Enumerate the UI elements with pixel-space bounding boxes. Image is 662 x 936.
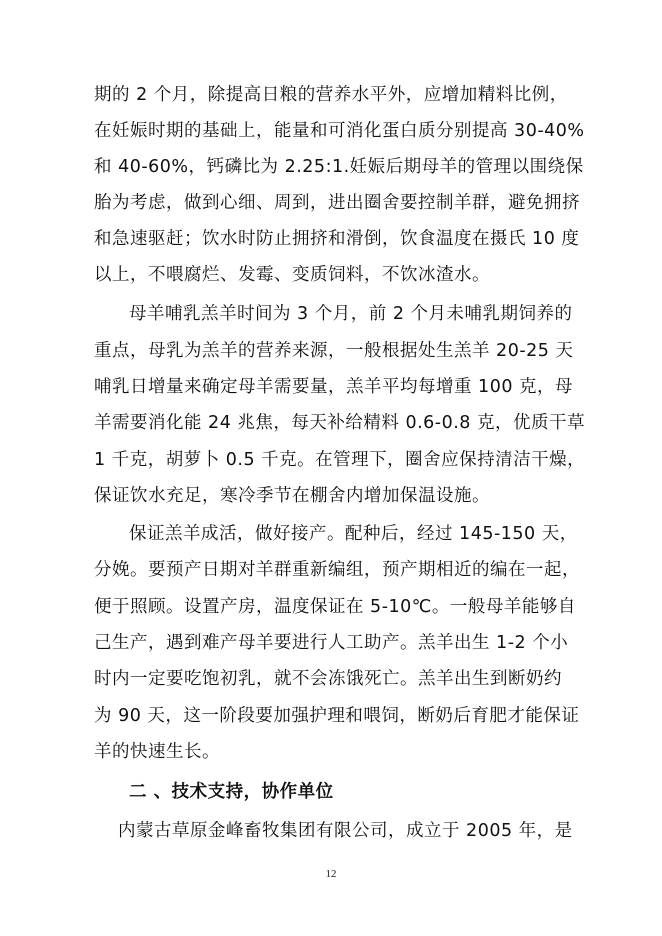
text-line: 在妊娠时期的基础上，能量和可消化蛋白质分别提高 30-40% <box>94 121 585 141</box>
text-line: 便于照顾。设置产房，温度保证在 5-10℃。一般母羊能够自 <box>94 597 576 617</box>
section-heading: 二 、技术支持，协作单位 <box>129 782 334 802</box>
text-line: 期的 2 个月，除提高日粮的营养水平外，应增加精料比例， <box>94 85 568 105</box>
text-line: 胎为考虑，做到心细、周到，进出圈舍要控制羊群，避免拥挤 <box>94 193 580 213</box>
text-line: 时内一定要吃饱初乳，就不会冻饿死亡。羔羊出生到断奶约 <box>94 669 562 689</box>
paragraph-first-line: 内蒙古草原金峰畜牧集团有限公司，成立于 2005 年，是 <box>118 821 573 841</box>
paragraph-first-line: 保证羔羊成活，做好接产。配种后，经过 145-150 天， <box>129 524 578 544</box>
text-line: 哺乳日增量来确定母羊需要量，羔羊平均每增重 100 克，母 <box>94 377 574 397</box>
text-line: 羊的快速生长。 <box>94 742 220 762</box>
text-line: 1 千克，胡萝卜 0.5 千克。在管理下，圈舍应保持清洁干燥， <box>94 450 586 470</box>
text-line: 分娩。要预产日期对羊群重新编组，预产期相近的编在一起， <box>94 560 580 580</box>
text-line: 保证饮水充足，寒冷季节在棚舍内增加保温设施。 <box>94 486 490 506</box>
text-line: 羊需要消化能 24 兆焦，每天补给精料 0.6-0.8 克，优质干草 <box>94 413 585 433</box>
text-line: 为 90 天，这一阶段要加强护理和喂饲，断奶后育肥才能保证 <box>94 706 580 726</box>
text-line: 和 40-60%，钙磷比为 2.25:1.妊娠后期母羊的管理以围绕保 <box>94 157 584 177</box>
paragraph-first-line: 母羊哺乳羔羊时间为 3 个月，前 2 个月未哺乳期饲养的 <box>129 304 573 324</box>
page-number: 12 <box>325 868 337 880</box>
text-line: 以上，不喂腐烂、发霉、变质饲料，不饮冰渣水。 <box>94 265 490 285</box>
text-line: 重点，母乳为羔羊的营养来源，一般根据处生羔羊 20-25 天 <box>94 341 574 361</box>
text-line: 和急速驱赶；饮水时防止拥挤和滑倒，饮食温度在摄氏 10 度 <box>94 229 580 249</box>
text-line: 己生产，遇到难产母羊要进行人工助产。羔羊出生 1-2 个小 <box>94 633 569 653</box>
